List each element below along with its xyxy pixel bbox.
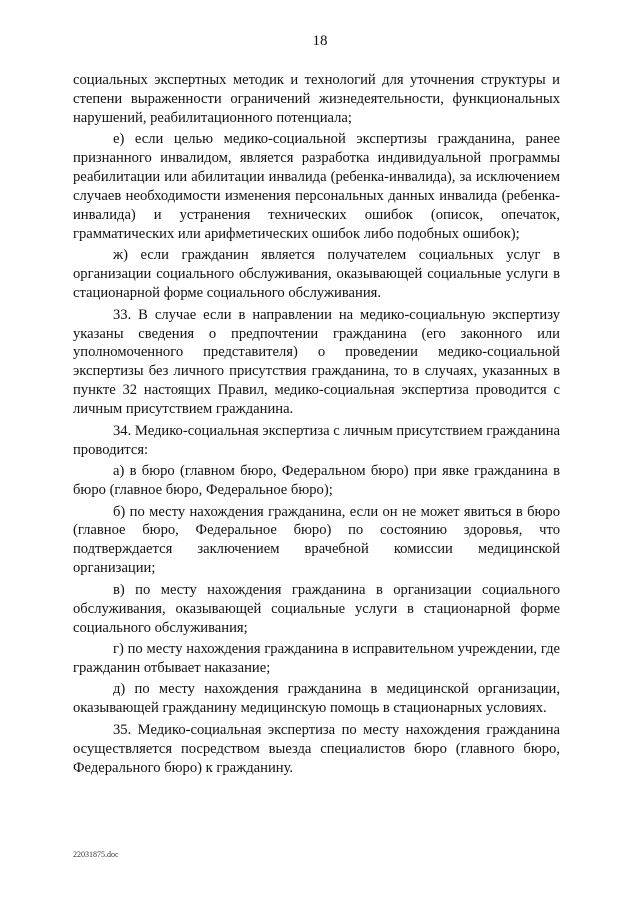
paragraph-item-v: в) по месту нахождения гражданина в организации социального обслуживания, оказывающей социальные услуги в стационарной форме социального обслуживания; — [73, 581, 560, 636]
paragraph-clause-35: 35. Медико-социальная экспертиза по месту нахождения гражданина осуществляется посредством выезда специалистов бюро (главного бюро, Федерального бюро) к гражданину. — [73, 721, 560, 776]
page-number: 18 — [312, 33, 328, 49]
paragraph-continuation: социальных экспертных методик и технологий для уточнения структуры и степени выраженности ограничений жизнедеятельности, функциональных нарушений, реабилитационного потенциала; — [73, 72, 560, 126]
paragraph-clause-34: 34. Медико-социальная экспертиза с личным присутствием гражданина проводится: — [73, 422, 560, 458]
document-footer: 22031875.doc — [73, 850, 119, 859]
paragraph-clause-33: 33. В случае если в направлении на медико-социальную экспертизу указаны сведения о предпочтении гражданина (его законного или уполномоченного представителя) о проведении медико-социальной экспертизы без личного присутствия гражданина, то в случаях, указанных в пункте 32 настоящих Правил, медико-социальная экспертиза проводится с личным присутствием гражданина. — [73, 306, 560, 418]
paragraph-item-b: б) по месту нахождения гражданина, если он не может явиться в бюро (главное бюро, Федеральное бюро) по состоянию здоровья, что подтверждается заключением врачебной комиссии медицинской организации; — [73, 503, 560, 577]
paragraph-item-zh: ж) если гражданин является получателем социальных услуг в организации социального обслуживания, оказывающей социальные услуги в стационарной форме социального обслуживания. — [73, 247, 560, 302]
paragraph-item-g: г) по месту нахождения гражданина в исправительном учреждении, где гражданин отбывает наказание; — [73, 641, 560, 676]
document-body — [73, 71, 560, 780]
paragraph-item-a: а) в бюро (главном бюро, Федеральном бюро) при явке гражданина в бюро (главное бюро, Федеральное бюро); — [73, 463, 560, 498]
paragraph-item-d: д) по месту нахождения гражданина в медицинской организации, оказывающей гражданину медицинскую помощь в стационарных условиях. — [73, 681, 560, 717]
paragraph-item-e: е) если целью медико-социальной экспертизы гражданина, ранее признанного инвалидом, является разработка индивидуальной программы реабилитации или абилитации инвалида (ребенка-инвалида), за исключением случаев необходимости изменения персональных данных инвалида (ребенка-инвалида) и устранения технических ошибок (описок, опечаток, грамматических или арифметических ошибок либо подобных ошибок); — [73, 131, 560, 242]
